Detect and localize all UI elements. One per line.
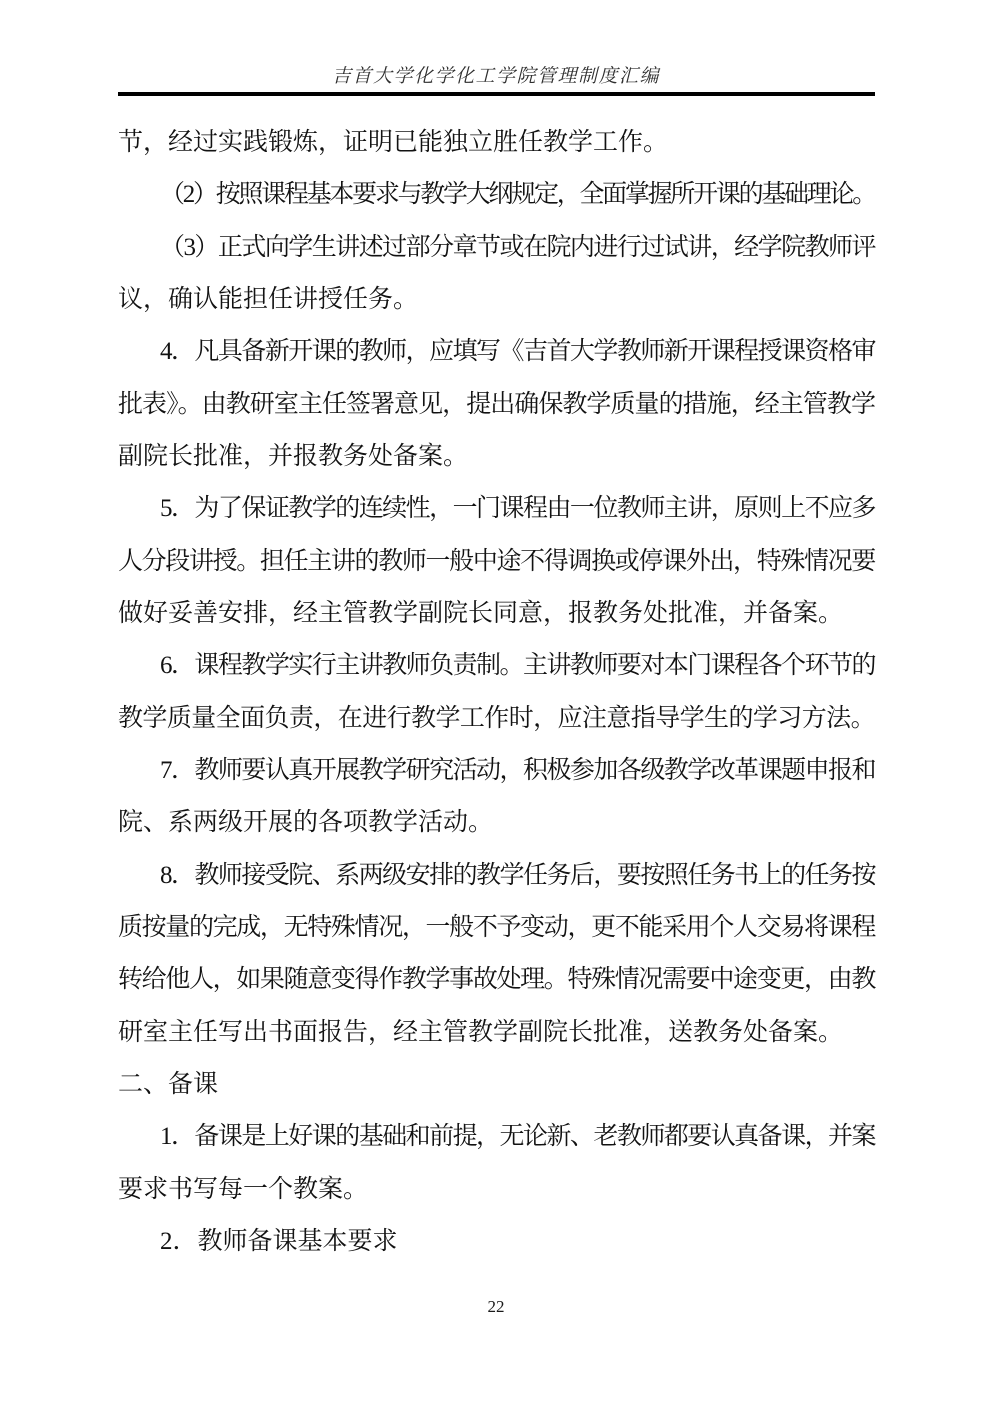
header-title: 吉首大学化学化工学院管理制度汇编 <box>331 66 660 87</box>
text-line: 1．备课是上好课的基础和前提，无论新、老教师都要认真备课，并案 <box>160 1123 875 1151</box>
text-line: 议，确认能担任讲授任务。 <box>118 285 419 313</box>
text-line: 4．凡具备新开课的教师，应填写《吉首大学教师新开课程授课资格审 <box>160 338 875 366</box>
text-line: 做好妥善安排，经主管教学副院长同意，报教务处批准，并备案。 <box>118 599 844 627</box>
text-line: 7．教师要认真开展教学研究活动，积极参加各级教学改革课题申报和 <box>160 756 875 784</box>
text-line: 教学质量全面负责，在进行教学工作时，应注意指导学生的学习方法。 <box>118 704 875 732</box>
text-line: 节，经过实践锻炼，证明已能独立胜任教学工作。 <box>118 129 669 156</box>
text-line: 2．教师备课基本要求 <box>160 1227 398 1255</box>
text-line: 转给他人，如果随意变得作教学事故处理。特殊情况需要中途变更，由教 <box>118 966 875 994</box>
document-body <box>118 117 875 1268</box>
text-line: 二、备课 <box>118 1070 219 1098</box>
text-line: 批表》。由教研室主任签署意见，提出确保教学质量的措施，经主管教学 <box>118 390 875 418</box>
page-number: 22 <box>487 1297 505 1316</box>
text-line: 研室主任写出书面报告，经主管教学副院长批准，送教务处备案。 <box>118 1018 844 1046</box>
text-line: 5．为了保证教学的连续性，一门课程由一位教师主讲，原则上不应多 <box>160 495 875 523</box>
text-line: （3）正式向学生讲述过部分章节或在院内进行过试讲，经学院教师评 <box>160 233 875 261</box>
text-line: （2）按照课程基本要求与教学大纲规定，全面掌握所开课的基础理论。 <box>160 181 875 209</box>
text-line: 质按量的完成，无特殊情况，一般不予变动，更不能采用个人交易将课程 <box>118 913 875 941</box>
text-line: 副院长批准，并报教务处备案。 <box>118 442 469 470</box>
text-line: 院、系两级开展的各项教学活动。 <box>118 809 494 837</box>
text-line: 6．课程教学实行主讲教师负责制。主讲教师要对本门课程各个环节的 <box>160 652 875 680</box>
text-line: 人分段讲授。担任主讲的教师一般中途不得调换或停课外出，特殊情况要 <box>118 547 875 575</box>
text-line: 8．教师接受院、系两级安排的教学任务后，要按照任务书上的任务按 <box>160 861 875 889</box>
text-line: 要求书写每一个教案。 <box>118 1175 369 1203</box>
header-rule <box>118 92 875 96</box>
